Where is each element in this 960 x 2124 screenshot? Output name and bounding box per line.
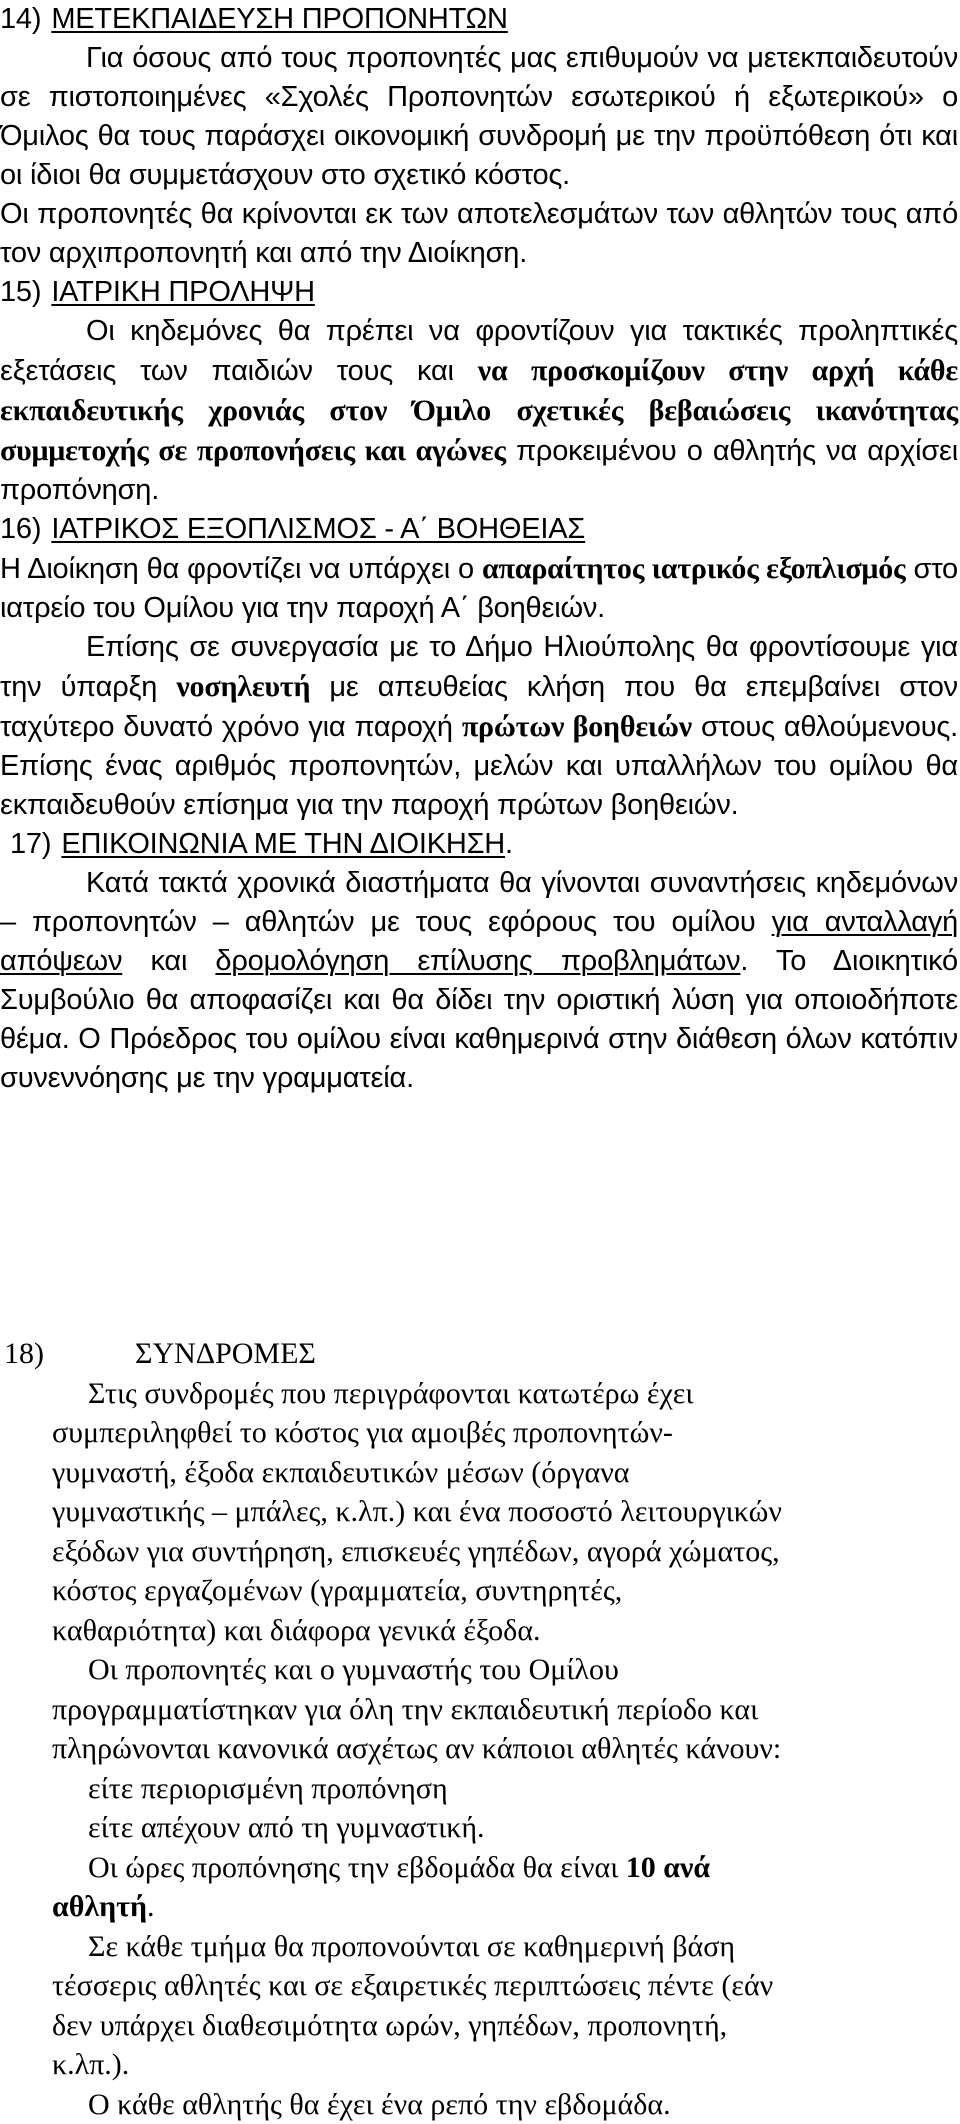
- text-run: Κατά τακτά χρονικά διαστήματα θα γίνονται συναντήσεις κηδεμόνων – προπονητών – αθλητών με τους εφόρους του ομίλου: [0, 867, 958, 938]
- bold-text-run: αθλητή: [52, 1890, 147, 1923]
- bold-text-run: νοσηλευτή: [176, 670, 310, 703]
- text-run: Οι κηδεμόνες θα πρέπει να φροντίζουν για τακτικές προληπτικές εξετάσεις των παιδιών τους και: [0, 315, 958, 387]
- section-14-paragraph-1: Για όσους από τους προπονητές μας επιθυμούν να μετεκπαιδευτούν σε πιστοποιημένες «Σχολές Προπονητών εσωτερικού ή εξωτερικού» ο Όμιλος θα τους παράσχει οικονομική συνδρομή με την προϋπόθεση ότι και οι ίδιοι θα συμμετάσχουν στο σχετικό κόστος.: [0, 39, 960, 195]
- section-18-title: ΣΥΝΔΡΟΜΕΣ: [135, 1337, 316, 1370]
- text-run: με απευθείας κλήση που θα επεμβαίνει στον ταχύτερο δυνατό χρόνο για παροχή: [0, 671, 958, 743]
- text-run: Η Διοίκηση θα φροντίζει να υπάρχει ο: [0, 553, 482, 585]
- hours-line-2: [52, 1887, 902, 1927]
- text-line: κόστος εργαζομένων (γραμματεία, συντηρητές,: [52, 1571, 902, 1611]
- text-line: κ.λπ.).: [52, 2045, 902, 2085]
- section-14-paragraph-2: Οι προπονητές θα κρίνονται εκ των αποτελεσμάτων των αθλητών τους από τον αρχιπροπονητή και από την Διοίκηση.: [0, 195, 960, 273]
- text-line: Οι προπονητές και ο γυμναστής του Ομίλου: [52, 1650, 902, 1690]
- section-17-title-end: .: [505, 828, 513, 860]
- section-18-body: [52, 1374, 902, 2124]
- section-17-number: 17): [10, 828, 51, 860]
- text-line: γυμναστή, έξοδα εκπαιδευτικών μέσων (όργανα: [52, 1453, 902, 1493]
- bold-text-run: απαραίτητος ιατρικός εξοπλισμός: [482, 552, 906, 585]
- text-line: γυμναστικής – μπάλες, κ.λπ.) και ένα ποσοστό λειτουργικών: [52, 1492, 902, 1532]
- text-line: καθαριότητα) και διάφορα γενικά έξοδα.: [52, 1611, 902, 1651]
- section-14-number: 14): [0, 3, 41, 35]
- section-16-paragraph-2: [0, 628, 960, 825]
- text-line: προγραμματίστηκαν για όλη την εκπαιδευτική περίοδο και: [52, 1690, 902, 1730]
- section-14-heading: [0, 0, 960, 39]
- underlined-text-run: δρομολόγηση επίλυσης προβλημάτων: [215, 945, 740, 977]
- lower-section: [0, 1334, 960, 2124]
- text-run: .: [147, 1890, 155, 1923]
- section-15-number: 15): [0, 276, 41, 308]
- text-run: και: [122, 945, 215, 977]
- text-run: στους αθλούμενους. Επίσης ένας αριθμός προπονητών, μελών και υπαλλήλων του ομίλου θα εκπαιδευθούν επίσημα για την παροχή πρώτων βοηθειών.: [0, 711, 958, 821]
- text-line: πληρώνονται κανονικά ασχέτως αν κάποιοι αθλητές κάνουν:: [52, 1729, 902, 1769]
- text-line: Στις συνδρομές που περιγράφονται κατωτέρω έχει: [52, 1374, 902, 1414]
- bold-text-run: πρώτων βοηθειών: [462, 710, 692, 743]
- underlined-text-run: για ανταλλαγή απόψεων: [0, 906, 958, 977]
- section-17-heading: [10, 825, 960, 864]
- section-16-title: ΙΑΤΡΙΚΟΣ ΕΞΟΠΛΙΣΜΟΣ - Α΄ ΒΟΗΘΕΙΑΣ: [51, 513, 585, 545]
- text-run: Οι ώρες προπόνησης την εβδομάδα θα είναι: [88, 1851, 626, 1884]
- text-line: Σε κάθε τμήμα θα προπονούνται σε καθημερινή βάση: [52, 1927, 902, 1967]
- text-line: είτε περιορισμένη προπόνηση: [52, 1769, 902, 1809]
- text-line: συμπεριληφθεί το κόστος για αμοιβές προπονητών-: [52, 1413, 902, 1453]
- section-16-paragraph-1: [0, 549, 960, 628]
- text-line: είτε απέχουν από τη γυμναστική.: [52, 1808, 902, 1848]
- section-18-number: 18): [4, 1334, 135, 1374]
- section-16-heading: [0, 510, 960, 549]
- section-15-title: ΙΑΤΡΙΚΗ ΠΡΟΛΗΨΗ: [51, 276, 315, 308]
- section-16-number: 16): [0, 513, 41, 545]
- text-run: προκειμένου ο αθλητής να αρχίσει προπόνηση.: [0, 435, 958, 506]
- bold-text-run: να προσκομίζουν στην αρχή κάθε εκπαιδευτικής χρονιάς στον Όμιλο σχετικές βεβαιώσεις ικανότητας συμμετοχής σε προπονήσεις και αγώνες: [0, 354, 958, 467]
- section-17-paragraph-1: [0, 864, 960, 1098]
- text-run: . Το Διοικητικό Συμβούλιο θα αποφασίζει και θα δίδει την οριστική λύση για οποιοδήποτε θέμα. Ο Πρόεδρος του ομίλου είναι καθημερινά στην διάθεση όλων κατόπιν συνεννόησης με την γραμματεία.: [0, 945, 958, 1094]
- section-17-title: ΕΠΙΚΟΙΝΩΝΙΑ ΜΕ ΤΗΝ ΔΙΟΙΚΗΣΗ: [61, 828, 505, 860]
- text-run: στο ιατρείο του Ομίλου για την παροχή Α΄ βοηθειών.: [0, 553, 958, 624]
- section-18-heading: [4, 1334, 960, 1374]
- text-line: δεν υπάρχει διαθεσιμότητα ωρών, γηπέδων, προπονητή,: [52, 2006, 902, 2046]
- text-line: τέσσερις αθλητές και σε εξαιρετικές περιπτώσεις πέντε (εάν: [52, 1966, 902, 2006]
- section-14-title: ΜΕΤΕΚΠΑΙΔΕΥΣΗ ΠΡΟΠΟΝΗΤΩΝ: [51, 3, 507, 35]
- section-15-heading: [0, 273, 960, 312]
- section-15-paragraph-1: [0, 312, 960, 510]
- text-run: Επίσης σε συνεργασία με το Δήμο Ηλιούπολης θα φροντίσουμε για την ύπαρξη: [0, 631, 958, 703]
- text-line: Ο κάθε αθλητής θα έχει ένα ρεπό την εβδομάδα.: [52, 2085, 902, 2124]
- text-line: εξόδων για συντήρηση, επισκευές γηπέδων, αγορά χώματος,: [52, 1532, 902, 1572]
- bold-text-run: 10 ανά: [626, 1851, 710, 1884]
- hours-line: [52, 1848, 902, 1888]
